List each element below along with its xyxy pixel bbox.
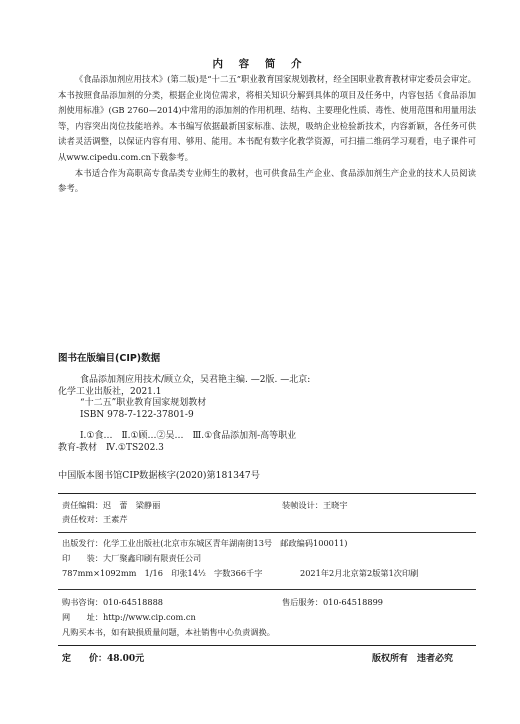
proofreader-label: 责任校对：	[62, 514, 103, 524]
divider	[58, 532, 476, 533]
summary-body	[58, 72, 476, 197]
divider	[58, 589, 476, 590]
price: 定 价：48.00元	[62, 654, 145, 664]
cip-line: 化学工业出版社，2021.1	[58, 386, 162, 397]
summary-paragraph: 《食品添加剂应用技术》(第二版)是“十二五”职业教育国家规划教材，经全国职业教育教材审定委员会审定。本书按照食品添加剂的分类，根据企业岗位需求，将相关知识分解到具体的项目及任务中，内容包括《食品添加剂使用标准》(GB 2760—2014)中常用的添加剂的作用机理、结构、主要理化性质、毒性、使用范围和用量用法等，内容突出岗位技能培养。本书编写依据最新国家标准、法规，吸纳企业检验新技术，内容新颖，各任务可供读者灵活调整，以保证内容有用、够用、能用。本书配有数字化教学资源，可扫描二维码学习观看，电子课件可从www.cipedu.com.cn下载参考。	[58, 74, 476, 162]
publisher-line: 出版发行：化学工业出版社(北京市东城区青年湖南街13号 邮政编码100011)	[62, 538, 348, 548]
cip-class-line: 教育-教材 Ⅳ.①TS202.3	[58, 442, 164, 453]
copyright-notice: 版权所有 违者必究	[372, 654, 454, 664]
cip-line: ISBN 978-7-122-37801-9	[80, 409, 194, 420]
edition-line: 2021年2月北京第2版第1次印刷	[300, 568, 419, 578]
divider	[58, 493, 476, 494]
proofreader-credit	[62, 514, 128, 525]
summary-title: 内 容 简 介	[212, 58, 308, 70]
proofreader-name: 王素芹	[102, 514, 128, 524]
editor-credit	[62, 500, 160, 511]
cip-line: 食品添加剂应用技术/顾立众，吴君艳主编. —2版. —北京:	[80, 375, 311, 385]
designer-name: 王晓宇	[322, 500, 348, 510]
divider	[58, 645, 476, 646]
printer-line: 印 装：大厂聚鑫印刷有限责任公司	[62, 553, 202, 563]
cip-entry	[58, 375, 310, 455]
replacement-notice: 凡购买本书，如有缺损质量问题，本社销售中心负责调换。	[62, 627, 275, 637]
cip-title: 图书在版编目(CIP)数据	[58, 353, 161, 364]
cip-line: “十二五”职业教育国家规划教材	[80, 398, 207, 409]
editor-label: 责任编辑：	[62, 500, 103, 510]
designer-credit	[282, 500, 348, 511]
cip-class-line: Ⅰ.①食… Ⅱ.①顾…②吴… Ⅲ.①食品添加剂-高等职业	[80, 431, 297, 442]
summary-paragraph: 本书适合作为高职高专食品类专业师生的教材，也可供食品生产企业、食品添加剂生产企业的技术人员阅读参考。	[58, 167, 476, 194]
format-line: 787mm×1092mm 1/16 印张14½ 字数366千字	[62, 568, 263, 578]
editor-names: 迟 蕾 梁静丽	[102, 500, 161, 510]
website: 网 址：http://www.cip.com.cn	[62, 612, 196, 622]
purchase-contact: 购书咨询：010-64518888	[62, 597, 164, 607]
designer-label: 装帧设计：	[282, 500, 323, 510]
service-contact: 售后服务：010-64518899	[282, 597, 384, 607]
cip-record-number: 中国版本图书馆CIP数据核字(2020)第181347号	[58, 470, 260, 481]
